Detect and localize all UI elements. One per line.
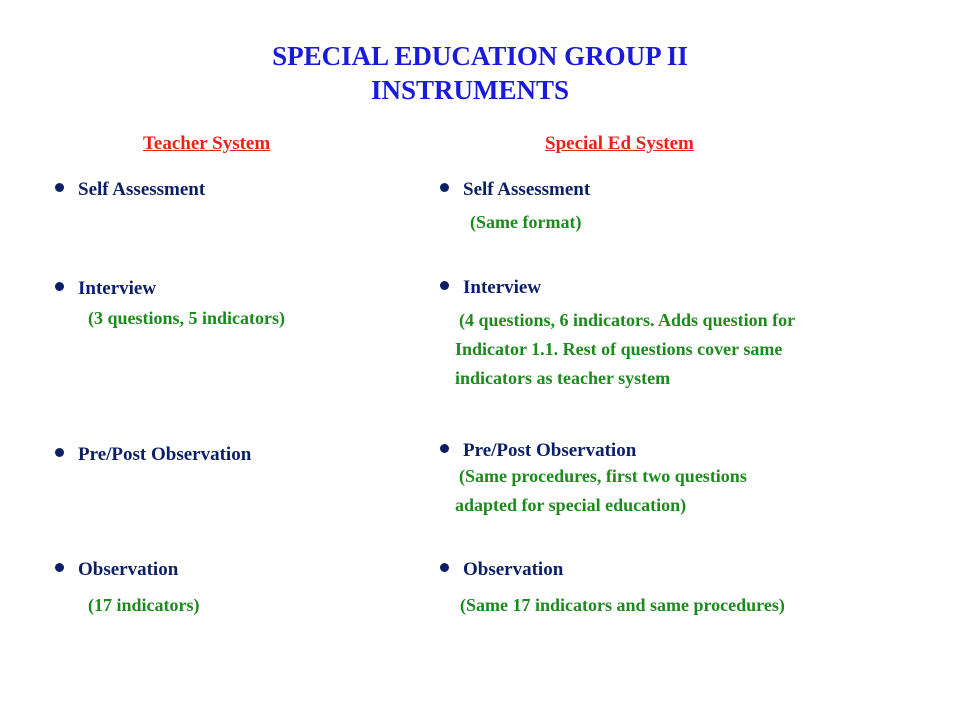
right-interview-note-line-3: indicators as teacher system — [455, 368, 671, 388]
left-self-assessment-item — [55, 178, 205, 202]
right-interview-note-line-1: (4 questions, 6 indicators. Adds question for — [459, 310, 796, 330]
right-prepost-note-line-2: adapted for special education) — [455, 495, 687, 515]
right-observation-item — [440, 558, 563, 582]
right-interview-label: Interview — [463, 277, 542, 298]
bullet-icon — [55, 282, 64, 291]
left-interview-note: (3 questions, 5 indicators) — [88, 308, 286, 328]
right-prepost-item — [440, 439, 636, 463]
right-self-assessment-item — [440, 178, 590, 202]
bullet-icon — [440, 281, 449, 290]
left-prepost-label: Pre/Post Observation — [78, 444, 252, 465]
right-prepost-note-line-1: (Same procedures, first two questions — [459, 466, 747, 486]
slide-title-line-2: INSTRUMENTS — [370, 75, 570, 105]
left-prepost-item — [55, 443, 251, 467]
slide-title-line-1: SPECIAL EDUCATION GROUP II — [272, 41, 688, 71]
right-interview-item — [440, 276, 541, 300]
bullet-icon — [440, 563, 449, 572]
special-ed-system-header: Special Ed System — [545, 133, 694, 154]
left-interview-label: Interview — [78, 278, 157, 299]
teacher-system-header: Teacher System — [143, 133, 271, 154]
left-observation-note: (17 indicators) — [88, 595, 200, 615]
bullet-icon — [440, 444, 449, 453]
bullet-icon — [55, 183, 64, 192]
right-interview-note-line-2: Indicator 1.1. Rest of questions cover same — [455, 339, 783, 359]
bullet-icon — [440, 183, 449, 192]
bullet-icon — [55, 448, 64, 457]
left-observation-item — [55, 558, 178, 582]
left-interview-item — [55, 277, 156, 301]
right-self-assessment-label: Self Assessment — [463, 179, 591, 200]
right-prepost-label: Pre/Post Observation — [463, 440, 637, 461]
right-observation-note: (Same 17 indicators and same procedures) — [460, 595, 785, 615]
right-observation-label: Observation — [463, 559, 564, 580]
bullet-icon — [55, 563, 64, 572]
left-self-assessment-label: Self Assessment — [78, 179, 206, 200]
left-observation-label: Observation — [78, 559, 179, 580]
right-self-assessment-note: (Same format) — [470, 212, 582, 232]
